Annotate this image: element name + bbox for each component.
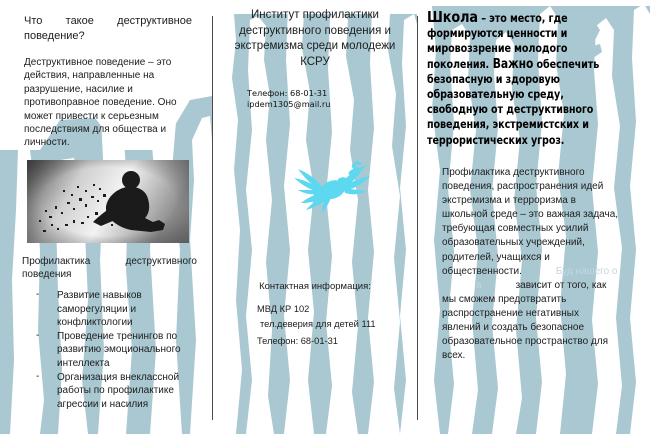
contact-line-mvd: МВД КР 102 [257,304,310,314]
panel-right [418,0,650,434]
list-item [30,289,202,330]
left-subheading-word-2: деструктивного [125,256,197,267]
left-panel-subheading [22,255,197,282]
bullet-dash-icon: - [36,370,40,382]
list-item [30,330,202,371]
left-panel-body-text: Деструктивное поведение – это действия, направленные на разрушение, насилие и противоправное поведение. Оно может привести к серьезным последствиям для общества и личности. [24,57,177,149]
list-item [30,371,202,412]
right-panel-body-text [442,166,620,363]
contact-information-title: Контактная информация: [259,281,371,292]
right-body-faded-1: Буд [555,265,573,277]
dove-with-olive-branch-icon [292,157,372,221]
institute-phone: Телефон: 68-01-31 [247,88,328,98]
contact-line-phone: Телефон: 68-01-31 [257,336,338,346]
contact-information-block [257,302,417,349]
prevention-measures-list [30,289,202,411]
right-body-part-1: Профилактика деструктивного поведения, распространения идей экстремизма и терроризма в школьной среде – это важная задача, требующая совместных усилий образовательных учреждений, родителей, учащихся и общественности. [442,167,619,277]
right-body-faded-2: нашего о [575,265,618,277]
institute-title: Институт профилактики деструктивного поведения и экстремизма среди молодежи КСРУ [234,9,396,68]
disintegrating-figure-image [27,160,189,243]
right-panel-heading [427,10,602,148]
heading-keyword-school: Школа [427,8,478,26]
panel-left [0,0,212,434]
institute-contact-top [247,88,387,109]
heading-rest-1: – это место, где формируются ценности и мировоззрение молодого поколения. [427,11,568,71]
bullet-dash-icon: - [36,289,40,300]
list-item-text: Организация внеклассной работы по профилактике агрессии и насилия [57,371,180,410]
left-panel-heading: Что такое деструктивное поведение? [24,15,192,42]
contact-line-childrens-helpline: тел.деверия для детей 111 [260,318,376,329]
right-body-part-2: зависит от того, как мы сможем предотвратить распространение негативных явлений и создать безопасное образовательное пространство для всех. [442,279,609,362]
left-subheading-word-1: Профилактика [22,256,91,267]
list-item-text: Проведение тренингов по развитию эмоционального интеллекта [57,330,181,369]
left-subheading-word-3: поведения [22,269,72,281]
institute-email: ipdem1305@mail.ru [247,98,331,109]
right-body-faded-3: а [476,279,482,291]
list-item-text: Развитие навыков саморегуляции и конфликтологии [57,290,142,329]
heading-rest-2: обеспечить безопасную и здоровую образовательную среду, свободную от деструктивного поведения, экстремистских и террористических угроз. [427,56,600,147]
bullet-dash-icon: - [36,329,40,341]
heading-keyword-important: Важно [489,56,534,72]
